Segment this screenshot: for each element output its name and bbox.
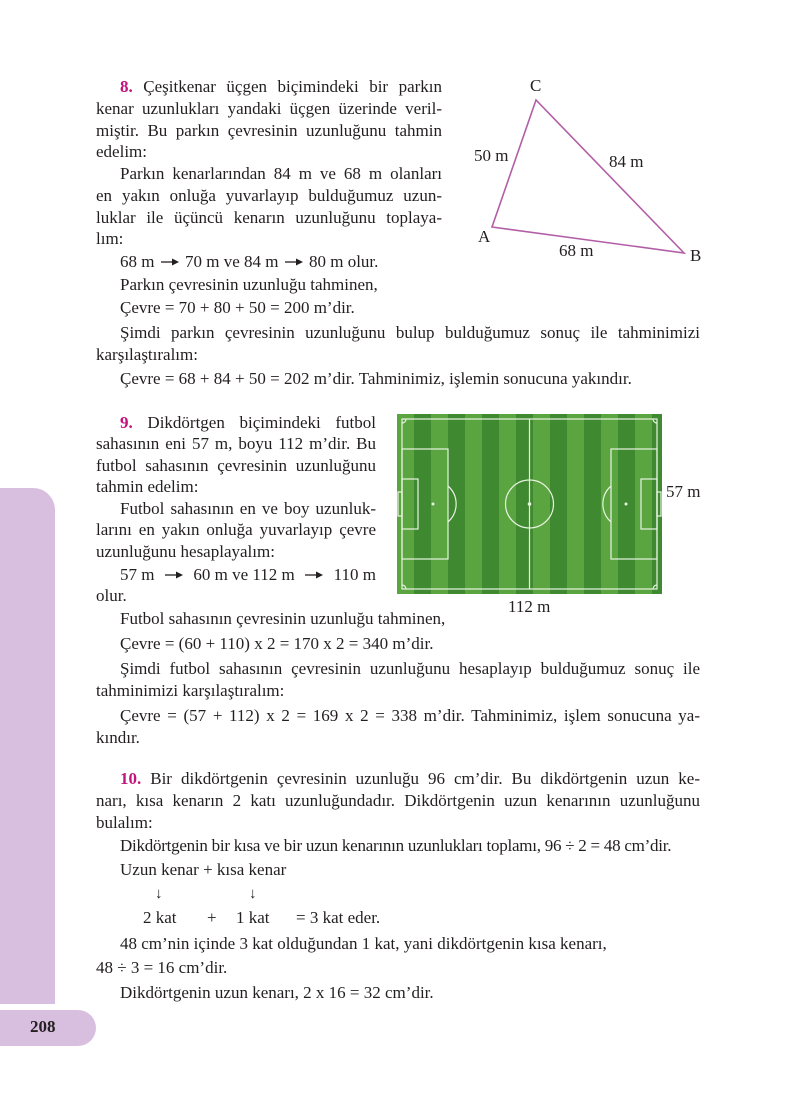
p10-line-5: 48 ÷ 3 = 16 cm’dir. bbox=[96, 958, 228, 977]
p9-estimate-calc: Çevre = (60 + 110) x 2 = 170 x 2 = 340 m’dir. bbox=[120, 634, 434, 653]
p9-rounding bbox=[120, 564, 376, 586]
p8-round-line-3: luklar ile üçüncü kenarın uzunluğunu toplaya- bbox=[96, 208, 442, 227]
p10-intro-text: Bir dikdörtgenin çevresinin uzunluğu 96 cm’dir. Bu dikdörtgenin uzun ke- bbox=[150, 769, 700, 788]
p9-round-line-1: Futbol sahasının en ve boy uzunluk- bbox=[120, 499, 376, 518]
p9-round-b: 60 m ve 112 m bbox=[193, 565, 295, 584]
p9-round-line-2: larını en yakın onluğa yuvarlayıp çevre bbox=[96, 520, 376, 539]
side-cb-label: 84 m bbox=[609, 152, 644, 171]
side-ac-label: 50 m bbox=[474, 146, 509, 165]
p9-actual-line-2: kındır. bbox=[96, 728, 140, 747]
p8-rounding bbox=[120, 251, 378, 273]
p10-line-4: 48 cm’nin içinde 3 kat olduğundan 1 kat, yani dikdörtgenin kısa kenarı, bbox=[120, 934, 607, 953]
p9-actual-line-1: Çevre = (57 + 112) x 2 = 169 x 2 = 338 m’dir. Tahminimiz, işlem sonucuna ya- bbox=[120, 706, 700, 725]
p9-estimate-label: Futbol sahasının çevresinin uzunluğu tahminen, bbox=[120, 609, 446, 628]
p9-round-line-3: uzunluğunu hesaplayalım: bbox=[96, 542, 275, 561]
p10-intro-line-2: narı, kısa kenarın 2 katı uzunluğundadır. Dikdörtgenin uzun kenarının uzunluğunu bbox=[96, 791, 700, 810]
p10-intro-line-1 bbox=[120, 768, 700, 790]
p8-round-c: 80 m olur. bbox=[308, 252, 379, 271]
p10-line-2: Uzun kenar + kısa kenar bbox=[120, 860, 287, 879]
field-length-label: 112 m bbox=[508, 597, 551, 616]
right-arrow-icon bbox=[159, 251, 181, 273]
p10-equals: = 3 kat eder. bbox=[296, 908, 381, 927]
p8-intro-line-3: miştir. Bu parkın çevresinin uzunluğunu tahmin bbox=[96, 121, 442, 140]
p9-round-a: 57 m bbox=[120, 565, 155, 584]
page-number: 208 bbox=[30, 1017, 56, 1036]
down-arrow-icon: ↓ bbox=[155, 886, 163, 902]
p10-kat-1: 1 kat bbox=[236, 908, 270, 927]
p10-plus: + bbox=[207, 908, 217, 927]
right-arrow-icon bbox=[283, 251, 305, 273]
right-arrow-icon bbox=[163, 564, 185, 586]
p8-round-b: 70 m ve 84 m bbox=[184, 252, 279, 271]
down-arrow-icon: ↓ bbox=[249, 886, 257, 902]
triangle-abc bbox=[492, 100, 684, 253]
field-width-label: 57 m bbox=[666, 482, 701, 501]
p9-intro-line-2: sahasının eni 57 m, boyu 112 m’dir. Bu bbox=[96, 434, 376, 453]
p9-compare-line-2: tahminimizi karşılaştıralım: bbox=[96, 681, 285, 700]
p9-round-end: olur. bbox=[96, 586, 127, 605]
side-ab-label: 68 m bbox=[559, 241, 594, 260]
p8-number: 8. bbox=[120, 77, 133, 96]
p10-number: 10. bbox=[120, 769, 142, 788]
p8-intro-text: Çeşitkenar üçgen biçimindeki bir parkın bbox=[143, 77, 443, 96]
p8-intro-line-1 bbox=[120, 76, 442, 98]
vertex-a-label: A bbox=[478, 227, 491, 246]
p8-round-line-2: en yakın onluğa yuvarlayıp bulduğumuz uzun- bbox=[96, 186, 442, 205]
p8-estimate-calc: Çevre = 70 + 80 + 50 = 200 m’dir. bbox=[120, 298, 355, 317]
p10-line-6: Dikdörtgenin uzun kenarı, 2 x 16 = 32 cm’dir. bbox=[120, 983, 434, 1002]
p8-intro-line-4: edelim: bbox=[96, 142, 147, 161]
football-field bbox=[397, 414, 662, 594]
vertex-c-label: C bbox=[530, 76, 542, 95]
p9-compare-line-1: Şimdi futbol sahasının çevresinin uzunluğunu hesaplayıp bulduğumuz sonuç ile bbox=[120, 659, 700, 678]
p10-intro-line-3: bulalım: bbox=[96, 813, 153, 832]
p9-number: 9. bbox=[120, 413, 133, 432]
p9-intro-line-1 bbox=[120, 412, 376, 434]
p8-compare-line-2: karşılaştıralım: bbox=[96, 345, 198, 364]
p8-round-line-1: Parkın kenarlarından 84 m ve 68 m olanları bbox=[120, 164, 442, 183]
p9-intro-text: Dikdörtgen biçimindeki futbol bbox=[147, 413, 376, 432]
p8-round-line-4: lım: bbox=[96, 229, 124, 248]
p8-intro-line-2: kenar uzunlukları yandaki üçgen üzerinde veril- bbox=[96, 99, 442, 118]
p9-intro-line-3: futbol sahasının çevresinin uzunluğunu bbox=[96, 456, 376, 475]
p8-actual: Çevre = 68 + 84 + 50 = 202 m’dir. Tahminimiz, işlemin sonucuna yakındır. bbox=[120, 369, 632, 388]
p10-kat-2: 2 kat bbox=[143, 908, 177, 927]
p10-line-1: Dikdörtgenin bir kısa ve bir uzun kenarının uzunlukları toplamı, 96 ÷ 2 = 48 cm’dir. bbox=[120, 836, 672, 855]
p9-round-c: 110 m bbox=[333, 565, 376, 584]
p9-intro-line-4: tahmin edelim: bbox=[96, 477, 199, 496]
vertex-b-label: B bbox=[690, 246, 702, 265]
p8-compare-line-1: Şimdi parkın çevresinin uzunluğunu bulup bulduğumuz sonuç ile tahminimizi bbox=[120, 323, 700, 342]
side-tab bbox=[0, 488, 55, 1004]
right-arrow-icon bbox=[303, 564, 325, 586]
p8-estimate-label: Parkın çevresinin uzunluğu tahminen, bbox=[120, 275, 378, 294]
p8-round-a: 68 m bbox=[120, 252, 155, 271]
